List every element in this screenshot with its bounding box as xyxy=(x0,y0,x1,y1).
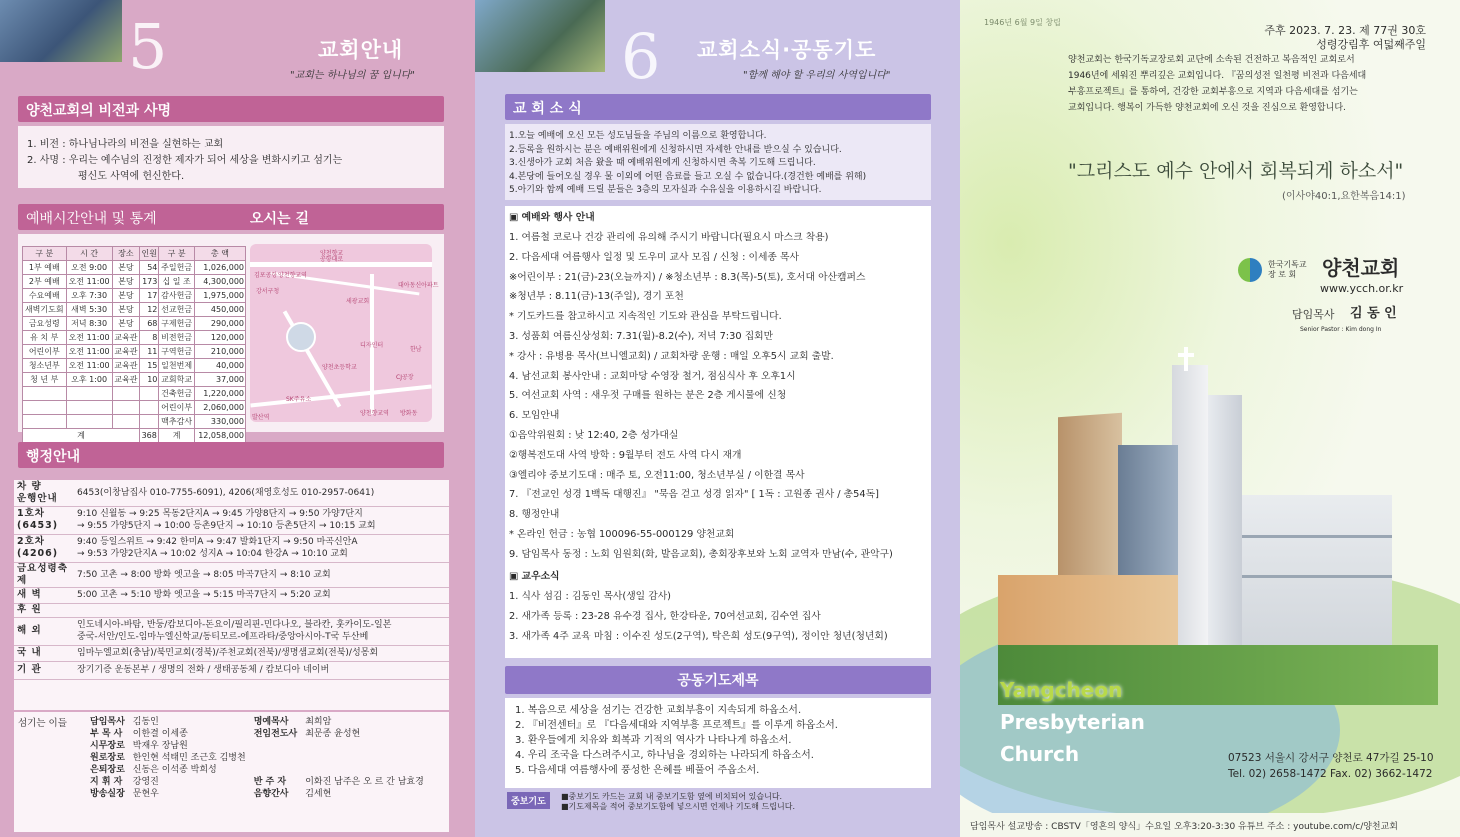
stats-cell: 본당 xyxy=(112,261,139,275)
admin-row xyxy=(14,661,449,679)
event-line: ①음악위원회 : 낮 12:40, 2층 성가대실 xyxy=(509,430,679,441)
admin-row-text: 6453(이창남집사 010-7755-6091), 4206(채영호성도 010-2957-0641) xyxy=(74,480,449,506)
stats-cell: 오전 11:00 xyxy=(66,331,112,345)
stats-cell: 교육관 xyxy=(112,359,139,373)
admin-row xyxy=(14,534,449,562)
stats-cell: 청소년부 xyxy=(23,359,67,373)
map-label: CJ공장 xyxy=(396,374,414,381)
stats-cell: 청 년 부 xyxy=(23,373,67,387)
pastor-label: 담임목사 xyxy=(1292,308,1335,321)
church-location-marker xyxy=(286,322,316,352)
stats-cell: 54 xyxy=(140,261,159,275)
stats-cell: 저녁 8:30 xyxy=(66,317,112,331)
stats-cell: 120,000 xyxy=(194,331,245,345)
panel-slogan: "교회는 하나님의 꿈 입니다" xyxy=(290,70,415,81)
map-label: 강서구청 xyxy=(256,288,280,295)
stats-total-label-2: 계 xyxy=(159,429,194,443)
staff-cell: 김세현 xyxy=(305,789,332,799)
stats-header-cell: 장소 xyxy=(112,247,139,261)
stats-cell xyxy=(66,415,112,429)
prayer-note-1: ■중보기도 카드는 교회 내 중보기도함 옆에 비치되어 있습니다. xyxy=(561,792,783,801)
stats-cell: 10 xyxy=(140,373,159,387)
stats-total-amount: 12,058,000 xyxy=(194,429,245,443)
prayer-title: 공동기도제목 xyxy=(505,666,931,694)
admin-row-heading: 후 원 xyxy=(14,603,74,617)
prayer-item: 2. 『비전센터』로 『다음세대와 지역부흥 프로젝트』를 이루게 하옵소서. xyxy=(515,720,838,731)
staff-cell xyxy=(301,752,428,764)
stats-row xyxy=(23,303,246,317)
map-label: 공항대로 xyxy=(320,256,344,263)
staff-row xyxy=(86,716,428,728)
stats-cell: 오전 11:00 xyxy=(66,345,112,359)
verse-reference: (이사야40:1,요한복음14:1) xyxy=(1282,191,1406,202)
news-title: 교 회 소 식 xyxy=(505,94,931,120)
admin-row-text: 9:40 등일스위트 → 9:42 한미A → 9:47 발화1단지 → 9:50 마곡신안A → 9:53 가양2단지A → 10:02 성지A → 10:04 한강A → 10:10 교회 xyxy=(74,534,449,562)
stats-header-cell: 시 간 xyxy=(66,247,112,261)
stats-cell: 40,000 xyxy=(194,359,245,373)
stats-cell: 본당 xyxy=(112,303,139,317)
church-intro-line: 부흥프로젝트』를 통하여, 건강한 교회부흥으로 지역과 다음세대를 섬기는 xyxy=(1068,87,1358,97)
stats-cell: 오전 9:00 xyxy=(66,261,112,275)
stats-header-cell: 구 분 xyxy=(23,247,67,261)
stats-cell: 새벽기도회 xyxy=(23,303,67,317)
stats-cell: 어린이부 xyxy=(23,345,67,359)
church-intro-line: 교회입니다. 행복이 가득한 양천교회에 오신 것을 진심으로 환영합니다. xyxy=(1068,103,1346,113)
event-line: * 기도카드를 참고하시고 지속적인 기도와 관심을 부탁드립니다. xyxy=(509,311,782,323)
event-line: 3. 성품회 여름신상성회: 7.31(월)-8.2(수), 저녁 7:30 집회만 xyxy=(509,331,774,342)
stats-cell: 11 xyxy=(140,345,159,359)
event-line: ②행복전도대 사역 방학 : 9월부터 전도 사역 다시 재개 xyxy=(509,449,742,461)
staff-cell: 방송실장 xyxy=(90,789,125,799)
stats-header-cell: 인원 xyxy=(140,247,159,261)
stats-cell: 선교헌금 xyxy=(159,303,194,317)
sermon-broadcast-footer: 담임목사 설교방송 : CBSTV「영혼의 양식」수요일 오후3:20-3:30 유튜브 주소 : youtube.com/c/양천교회 xyxy=(960,813,1460,837)
admin-row xyxy=(14,617,449,645)
staff-cell: 부 목 사 xyxy=(90,729,123,739)
church-phone: Tel. 02) 2658-1472 Fax. 02) 3662-1472 xyxy=(1228,768,1433,780)
staff-label: 섬기는 이들 xyxy=(18,718,67,729)
prayer-note-2: ■기도제목을 적어 중보기도함에 넣으시면 언제나 기도해 드립니다. xyxy=(561,802,796,811)
admin-row-text: 7:50 고촌 → 8:00 방화 엣고을 → 8:05 마곡7단지 → 8:10 교회 xyxy=(74,562,449,587)
mission-line-2: 평신도 사역에 헌신한다. xyxy=(78,171,185,182)
stats-cell: 8 xyxy=(140,331,159,345)
panel-title: 교회안내 xyxy=(318,38,404,62)
stats-cell: 290,000 xyxy=(194,317,245,331)
admin-row-heading: 차 량 운행안내 xyxy=(14,480,74,506)
stats-cell: 330,000 xyxy=(194,415,245,429)
english-name-1: Yangcheon xyxy=(1000,678,1123,702)
stats-cell: 1부 예배 xyxy=(23,261,67,275)
admin-box xyxy=(14,480,449,710)
stats-cell: 구역헌금 xyxy=(159,345,194,359)
staff-cell: 신동은 이석종 박희성 xyxy=(132,765,217,775)
prayer-item: 4. 우리 조국을 다스려주시고, 하나님을 경외하는 나라되게 하옵소서. xyxy=(515,750,814,761)
map-label: SK주유소 xyxy=(286,396,312,403)
stats-cell: 450,000 xyxy=(194,303,245,317)
stats-cell: 68 xyxy=(140,317,159,331)
staff-box xyxy=(14,712,449,832)
news-box xyxy=(505,206,931,658)
choir-photo xyxy=(0,0,122,62)
staff-cell: 반 주 자 xyxy=(253,777,287,787)
page-number: 5 xyxy=(128,10,168,83)
admin-row xyxy=(14,480,449,506)
stats-cell: 오후 7:30 xyxy=(66,289,112,303)
stats-cell xyxy=(66,387,112,401)
staff-cell: 최문종 윤성현 xyxy=(305,729,361,739)
news-prayer-panel xyxy=(475,0,960,837)
event-line: 6. 모임안내 xyxy=(509,410,560,422)
admin-row-text: 임마누엘교회(충남)/북민교회(경북)/주천교회(전북)/생명샘교회(전북)/성몽회 xyxy=(74,645,449,661)
pastor-english: Senior Pastor : Kim dong In xyxy=(1300,326,1382,333)
worship-title: 예배시간안내 및 통계 xyxy=(26,211,157,227)
stats-cell: 새벽 5:30 xyxy=(66,303,112,317)
staff-cell: 박재우 장남원 xyxy=(132,741,188,751)
staff-cell: 지 휘 자 xyxy=(90,777,123,787)
stats-cell: 교육관 xyxy=(112,331,139,345)
church-address: 07523 서울시 강서구 양천로 47가길 25-10 xyxy=(1228,752,1434,764)
theme-verse: "그리스도 예수 안에서 회복되게 하소서" xyxy=(1068,160,1404,182)
stats-cell: 17 xyxy=(140,289,159,303)
admin-row-text: 인도네시아-바탐, 반둥/캄보디아-돈요이/필리핀-민다나오, 블라칸, 훗카이도-일본 중국-서안/인도-임마누엘신학교/동티모르-에프라타/중앙아시아-T국 두산베 xyxy=(74,617,449,645)
admin-table xyxy=(14,480,449,680)
staff-cell xyxy=(250,740,301,752)
panel-title: 교회소식·공동기도 xyxy=(697,38,877,62)
staff-cell: 문현우 xyxy=(132,789,159,799)
admin-row-text xyxy=(74,603,449,617)
prayer-item: 5. 다음세대 여름행사에 풍성한 은혜를 베풀어 주옵소서. xyxy=(515,765,760,776)
stats-row xyxy=(23,261,246,275)
page-number: 6 xyxy=(621,20,661,93)
event-line: 4. 남선교회 봉사안내 : 교회마당 수영장 철거, 점심식사 후 오후1시 xyxy=(509,370,796,382)
stats-row xyxy=(23,373,246,387)
staff-cell: 이한결 이세종 xyxy=(132,729,188,739)
church-intro-line: 1946년에 세워진 뿌리깊은 교회입니다. 『꿈의성전 일천평 비전과 다음세대 xyxy=(1068,71,1367,81)
staff-cell: 시무장로 xyxy=(90,741,125,751)
event-line: 7. 『전교인 성경 1백독 대행진』 "묵음 걷고 성경 읽자" [ 1독 : 고원종 권사 / 총54독] xyxy=(509,489,879,501)
staff-table xyxy=(86,716,428,800)
church-info-panel xyxy=(0,0,475,837)
stats-cell: 본당 xyxy=(112,317,139,331)
event-line: ※청년부 : 8.11(금)-13(주일), 경기 포천 xyxy=(509,291,684,303)
event-line: * 강사 : 유병용 목사(브니엘교회) / 교회차량 운행 : 매일 오후5시 교회 출발. xyxy=(509,350,834,362)
admin-row-heading: 국 내 xyxy=(14,645,74,661)
location-map xyxy=(250,244,439,422)
stats-header-row xyxy=(23,247,246,261)
vision-box xyxy=(18,126,444,188)
vision-title: 양천교회의 비전과 사명 xyxy=(18,96,444,122)
staff-cell: 한인현 석태민 조근호 김병천 xyxy=(132,753,246,763)
event-line: 2. 다음세대 여름행사 일정 및 도우미 교사 모집 / 신청 : 이세종 목사 xyxy=(509,251,799,263)
map-label: 김포공항 xyxy=(254,272,278,279)
stats-cell xyxy=(112,415,139,429)
stats-cell: 173 xyxy=(140,275,159,289)
stats-cell xyxy=(112,387,139,401)
staff-row xyxy=(86,740,428,752)
stats-cell: 주일헌금 xyxy=(159,261,194,275)
admin-row-text: 9:10 신월동 → 9:25 목동2단지A → 9:45 가양8단지 → 9:50 가양7단지 → 9:55 가양5단지 → 10:00 등촌9단지 → 10:10 등촌5단지 → 10:15 교회 xyxy=(74,506,449,534)
stats-row xyxy=(23,331,246,345)
stats-cell: 37,000 xyxy=(194,373,245,387)
denomination-1: 한국기독교 xyxy=(1268,260,1307,269)
staff-cell: 은퇴장로 xyxy=(90,765,125,775)
notice-line: 5.아기와 함께 예배 드릴 분들은 3층의 모자실과 수유실을 이용하시길 바랍니다. xyxy=(509,185,822,195)
vision-line: 1. 비전 : 하나님나라의 비전을 실현하는 교회 xyxy=(27,139,224,150)
stats-total-attendance: 368 xyxy=(140,429,159,443)
liturgical-season: 성령강림후 여덟째주일 xyxy=(1316,38,1426,51)
member-news-line: 1. 식사 섬김 : 김동인 목사(생일 감사) xyxy=(509,591,672,602)
event-line: ③엘리야 중보기도대 : 매주 토, 오전11:00, 청소년부실 / 이한결 목사 xyxy=(509,469,805,481)
stats-cell: 교육관 xyxy=(112,373,139,387)
map-label: 디자인터 xyxy=(360,342,384,349)
worship-title-bar xyxy=(18,204,444,230)
stats-cell: 건축헌금 xyxy=(159,387,194,401)
stats-cell xyxy=(23,387,67,401)
stats-row xyxy=(23,415,246,429)
staff-cell: 최희암 xyxy=(305,717,332,727)
event-line: 8. 행정안내 xyxy=(509,509,560,521)
stats-cell: 210,000 xyxy=(194,345,245,359)
staff-cell: 이화진 남주은 오 르 간 남효경 xyxy=(305,777,424,787)
church-name: 양천교회 xyxy=(1322,256,1400,280)
worship-area xyxy=(18,234,444,440)
staff-row xyxy=(86,728,428,740)
admin-row-heading: 1호차(6453) xyxy=(14,506,74,534)
member-news-line: 2. 새가족 등록 : 23-28 유수경 집사, 한강타운, 70여선교회, 김수연 집사 xyxy=(509,611,821,622)
staff-cell: 명예목사 xyxy=(253,717,289,727)
staff-cell: 음향간사 xyxy=(253,789,289,799)
stats-cell: 금요성령 xyxy=(23,317,67,331)
admin-row xyxy=(14,506,449,534)
stats-header-cell: 구 분 xyxy=(159,247,194,261)
admin-row-heading: 해 외 xyxy=(14,617,74,645)
stats-cell: 2부 예배 xyxy=(23,275,67,289)
admin-row xyxy=(14,645,449,661)
admin-row-heading: 새 벽 xyxy=(14,587,74,603)
staff-cell: 강영진 xyxy=(132,777,159,787)
admin-row-text: 장기기증 운동본부 / 생명의 전화 / 생태공동체 / 캄보디아 네이버 xyxy=(74,661,449,679)
church-building-photo xyxy=(998,355,1438,705)
staff-cell: 담임목사 xyxy=(90,717,125,727)
map-title: 오시는 길 xyxy=(250,211,309,227)
staff-cell: 전임전도사 xyxy=(253,729,298,739)
event-line: ※어린이부 : 21(금)-23(오늘까지) / ※청소년부 : 8.3(목)-5(토), 호서대 아산캠퍼스 xyxy=(509,271,866,283)
stats-total-label: 계 xyxy=(23,429,140,443)
event-line: * 온라인 헌금 : 농협 100096-55-000129 양천교회 xyxy=(509,529,735,540)
admin-row-heading: 2호차(4206) xyxy=(14,534,74,562)
staff-row xyxy=(86,788,428,800)
events-heading: ▣ 예배와 행사 안내 xyxy=(509,212,595,223)
stats-cell: 감사헌금 xyxy=(159,289,194,303)
admin-row-text: 5:00 고촌 → 5:10 방화 엣고을 → 5:15 마곡7단지 → 5:20 교회 xyxy=(74,587,449,603)
staff-cell xyxy=(301,740,428,752)
english-name-2: Presbyterian xyxy=(1000,710,1145,734)
stats-row xyxy=(23,317,246,331)
admin-row-heading: 기 관 xyxy=(14,661,74,679)
staff-row xyxy=(86,752,428,764)
panel-slogan: "함께 해야 할 우리의 사역입니다" xyxy=(743,70,891,81)
prayer-box xyxy=(505,698,931,788)
church-intro-line: 양천교회는 한국기독교장로회 교단에 소속된 건전하고 복음적인 교회로서 xyxy=(1068,55,1355,65)
map-label: 한남 xyxy=(410,346,422,353)
map-label: 발산역 xyxy=(252,414,270,421)
stats-cell: 2,060,000 xyxy=(194,401,245,415)
stats-cell: 유 치 부 xyxy=(23,331,67,345)
map-label: 양천향교역 xyxy=(360,410,389,417)
stats-cell: 수요예배 xyxy=(23,289,67,303)
staff-cell: 김동인 xyxy=(132,717,159,727)
stats-cell xyxy=(23,415,67,429)
stats-cell xyxy=(23,401,67,415)
stats-row xyxy=(23,387,246,401)
stats-cell: 1,220,000 xyxy=(194,387,245,401)
stats-cell: 15 xyxy=(140,359,159,373)
members-heading: ▣ 교우소식 xyxy=(509,571,560,582)
stats-cell: 교육관 xyxy=(112,345,139,359)
notice-line: 2.등록을 원하시는 분은 예배위원에게 신청하시면 자세한 안내를 받으실 수 있습니다. xyxy=(509,144,842,155)
stats-header-cell: 총 액 xyxy=(194,247,245,261)
stats-cell: 맥추감사 xyxy=(159,415,194,429)
map-label: 대아동신아파트 xyxy=(398,282,439,289)
map-label: 양천향교 xyxy=(320,250,344,257)
stats-cell: 오전 11:00 xyxy=(66,275,112,289)
map-label: 양천초등학교 xyxy=(322,364,357,371)
staff-cell xyxy=(250,752,301,764)
staff-cell xyxy=(301,764,428,776)
stats-cell xyxy=(140,387,159,401)
stats-cell: 비전헌금 xyxy=(159,331,194,345)
bulletin-date: 주후 2023. 7. 23. 제 77권 30호 xyxy=(1264,24,1426,37)
staff-row xyxy=(86,764,428,776)
stats-cell: 오후 1:00 xyxy=(66,373,112,387)
stats-cell: 4,300,000 xyxy=(194,275,245,289)
event-line: 5. 여선교회 사역 : 새우젓 구매를 원하는 분은 2층 게시물에 신청 xyxy=(509,390,787,402)
stats-cell: 오전 11:00 xyxy=(66,359,112,373)
stats-cell: 1,026,000 xyxy=(194,261,245,275)
notice-line: 3.신생아가 교회 처음 왔을 때 예배위원에게 신청하시면 축복 기도해 드립니다. xyxy=(509,158,816,168)
stats-cell: 12 xyxy=(140,303,159,317)
stats-row xyxy=(23,359,246,373)
stats-cell: 본당 xyxy=(112,289,139,303)
notice-line: 4.본당에 들어오실 경우 물 이외에 어떤 음료를 들고 오실 수 없습니다.(경건한 예배를 위해) xyxy=(509,171,867,182)
staff-cell xyxy=(250,764,301,776)
stats-cell xyxy=(140,401,159,415)
stats-cell: 1,975,000 xyxy=(194,289,245,303)
admin-row xyxy=(14,587,449,603)
prayer-item: 1. 복음으로 세상을 섬기는 건강한 교회부흥이 지속되게 하옵소서. xyxy=(515,705,802,716)
map-label: 방화동 xyxy=(400,410,418,417)
prayer-badge: 중보기도 xyxy=(507,792,550,809)
mission-line: 2. 사명 : 우리는 예수님의 진정한 제자가 되어 세상을 변화시키고 섬기는 xyxy=(27,155,343,166)
worship-stats-table xyxy=(22,246,246,443)
stats-row xyxy=(23,401,246,415)
stats-row xyxy=(23,289,246,303)
group-photo xyxy=(475,0,605,72)
founded-date: 1946년 6월 9일 창립 xyxy=(984,18,1061,27)
pastor-name: 김 동 인 xyxy=(1350,306,1397,321)
church-logo-icon xyxy=(1238,258,1262,282)
map-label: 세광교회 xyxy=(346,298,370,305)
event-line: 9. 담임목사 동정 : 노회 임원회(화, 발음교회), 총회장후보와 노회 교역자 만남(수, 관악구) xyxy=(509,548,893,560)
staff-row xyxy=(86,776,428,788)
denomination-2: 장 로 회 xyxy=(1268,270,1297,279)
staff-cell: 원로장로 xyxy=(90,753,125,763)
stats-cell xyxy=(66,401,112,415)
stats-cell: 일천번제 xyxy=(159,359,194,373)
admin-title: 행정안내 xyxy=(18,442,444,468)
notice-box xyxy=(505,124,931,200)
stats-cell xyxy=(112,401,139,415)
stats-cell: 어린이부 xyxy=(159,401,194,415)
prayer-item: 3. 환우들에게 치유와 회복과 기적의 역사가 나타나게 하옵소서. xyxy=(515,735,792,746)
stats-row xyxy=(23,345,246,359)
english-name-3: Church xyxy=(1000,742,1080,766)
member-news-line: 3. 새가족 4주 교육 마침 : 이수진 성도(2구역), 탁은희 성도(9구역), 정이안 청년(청년회) xyxy=(509,631,888,642)
stats-cell: 십 일 조 xyxy=(159,275,194,289)
stats-row xyxy=(23,275,246,289)
cover-panel xyxy=(960,0,1460,837)
admin-row xyxy=(14,603,449,617)
admin-row xyxy=(14,562,449,587)
event-line: 1. 여름철 코로나 건강 관리에 유의해 주시기 바랍니다(필요시 마스크 착용) xyxy=(509,232,829,243)
church-url: www.ycch.or.kr xyxy=(1320,282,1404,295)
map-label: 양천향교역 xyxy=(278,272,307,279)
stats-total-row xyxy=(23,429,246,443)
stats-cell: 교회학교 xyxy=(159,373,194,387)
stats-cell: 구제헌금 xyxy=(159,317,194,331)
stats-cell xyxy=(140,415,159,429)
admin-row-heading: 금요성령축제 xyxy=(14,562,74,587)
notice-line: 1.오늘 예배에 오신 모든 성도님들을 주님의 이름으로 환영합니다. xyxy=(509,131,767,141)
stats-cell: 본당 xyxy=(112,275,139,289)
